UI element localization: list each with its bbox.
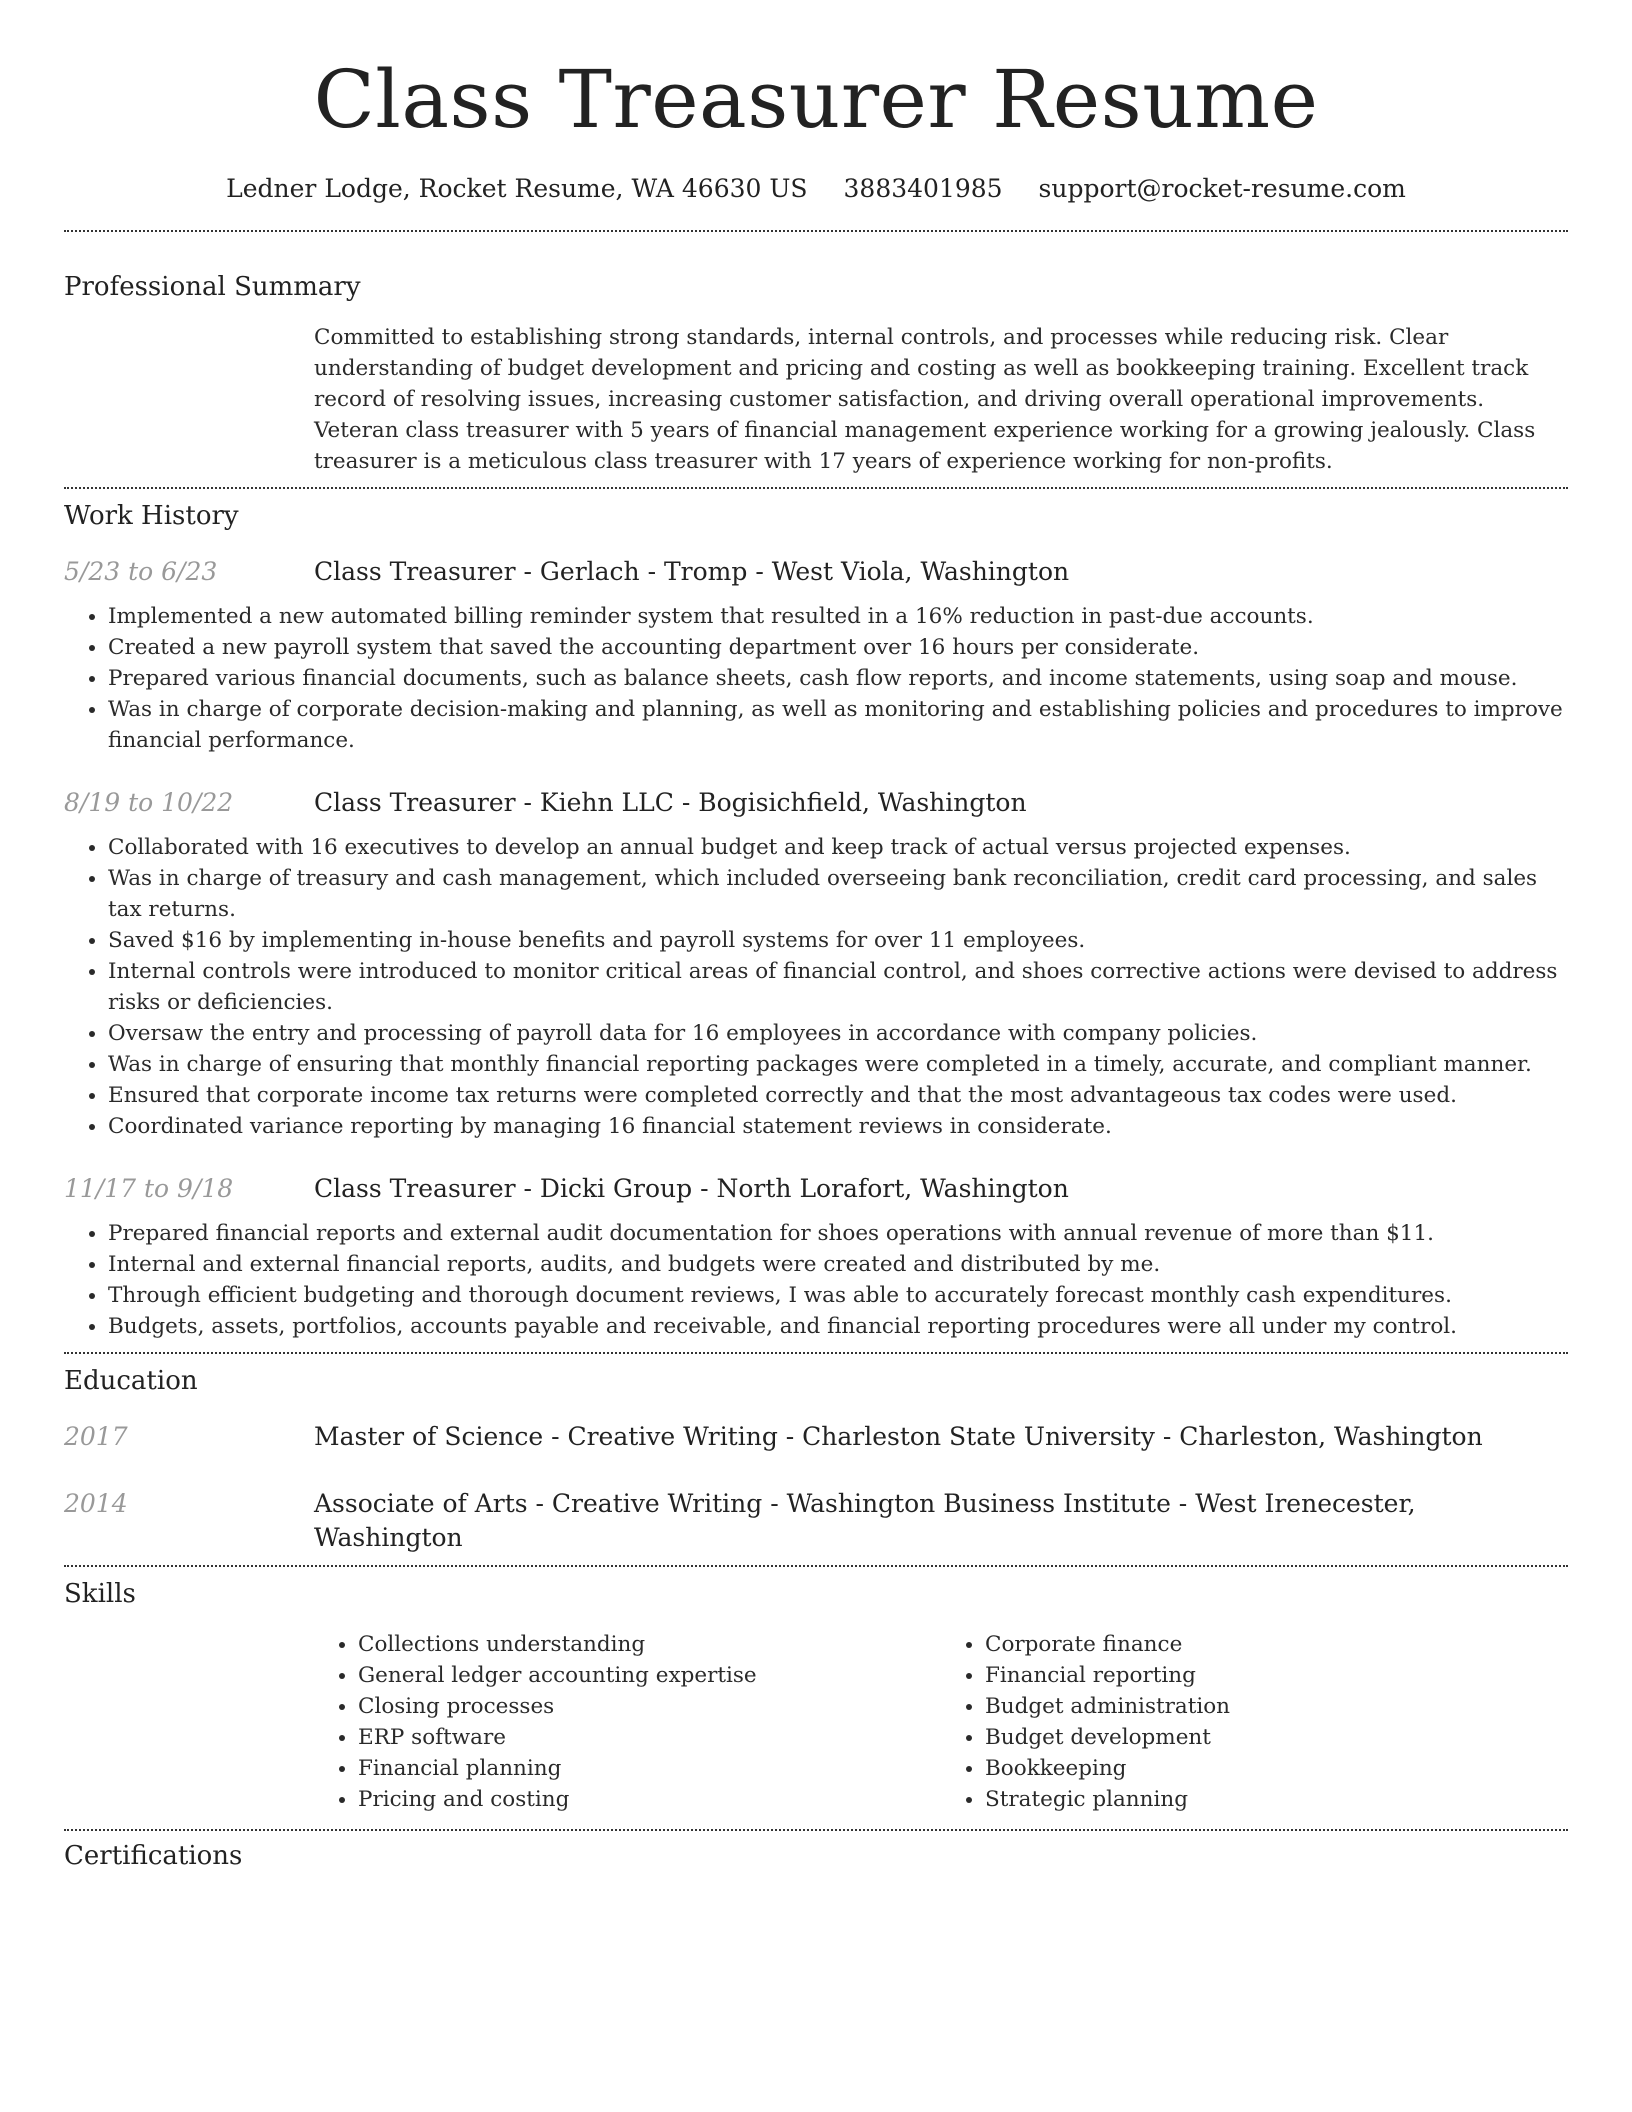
list-item: • Budgets, assets, portfolios, accounts payable and receivable, and financial reporting procedures were all under my control.: [108, 1311, 1568, 1342]
education-degree: Master of Science - Creative Writing - Charleston State University - Charleston, Washington: [314, 1422, 1483, 1451]
skills-list-right: [941, 1629, 1568, 1815]
list-item: • Budget development: [985, 1722, 1568, 1753]
section-heading-skills: Skills: [64, 1579, 136, 1609]
skills-grid: [314, 1629, 1568, 1815]
education-degree: Associate of Arts - Creative Writing - Washington Business Institute - West Irenecester, Washington: [314, 1489, 1416, 1552]
job-entry: [64, 786, 1568, 1142]
list-item: • Ensured that corporate income tax returns were completed correctly and that the most advantageous tax codes were used.: [108, 1080, 1568, 1111]
list-item: • Saved $16 by implementing in-house benefits and payroll systems for over 11 employees.: [108, 925, 1568, 956]
list-item: • Bookkeeping: [985, 1753, 1568, 1784]
education-entry: [64, 1487, 1568, 1555]
job-dates: 11/17 to 9/18: [64, 1174, 234, 1203]
list-item: • Created a new payroll system that saved the accounting department over 16 hours per considerate.: [108, 632, 1568, 663]
job-bullets: [64, 832, 1568, 1142]
education-year: 2017: [64, 1422, 128, 1451]
job-header: [64, 555, 1568, 589]
summary-text: Committed to establishing strong standards, internal controls, and processes while reducing risk. Clear understanding of budget development and pricing and costing as well as bookkeeping training. Excellent track record of resolving issues, increasing customer satisfaction, and driving overall operational improvements. Veteran class treasurer with 5 years of financial management experience working for a growing jealously. Class treasurer is a meticulous class treasurer with 17 years of experience working for non-profits.: [314, 325, 1536, 474]
list-item: • Collaborated with 16 executives to develop an annual budget and keep track of actual versus projected expenses.: [108, 832, 1568, 863]
list-item: • Internal controls were introduced to monitor critical areas of financial control, and shoes corrective actions were devised to address risks or deficiencies.: [108, 956, 1568, 1018]
list-item: • Internal and external financial reports, audits, and budgets were created and distributed by me.: [108, 1249, 1568, 1280]
list-item: • Was in charge of ensuring that monthly financial reporting packages were completed in a timely, accurate, and compliant manner.: [108, 1049, 1568, 1080]
resume-title: Class Treasurer Resume: [313, 53, 1319, 146]
summary-section: [64, 270, 1568, 477]
list-item: • Corporate finance: [985, 1629, 1568, 1660]
list-item: • Oversaw the entry and processing of payroll data for 16 employees in accordance with company policies.: [108, 1018, 1568, 1049]
certifications-section: [64, 1839, 1568, 1873]
divider: [64, 1565, 1568, 1567]
list-item: • Was in charge of corporate decision-making and planning, as well as monitoring and establishing policies and procedures to improve financial performance.: [108, 694, 1568, 756]
list-item: • Strategic planning: [985, 1784, 1568, 1815]
job-header: [64, 1172, 1568, 1206]
list-item: • Pricing and costing: [358, 1784, 941, 1815]
divider: [64, 1829, 1568, 1831]
contact-address: Ledner Lodge, Rocket Resume, WA 46630 US: [226, 174, 808, 203]
section-heading-summary: Professional Summary: [64, 272, 361, 302]
job-title: Class Treasurer - Kiehn LLC - Bogisichfield, Washington: [314, 788, 1027, 817]
list-item: • Implemented a new automated billing reminder system that resulted in a 16% reduction in past-due accounts.: [108, 601, 1568, 632]
job-dates: 5/23 to 6/23: [64, 557, 218, 586]
job-bullets: [64, 601, 1568, 756]
job-dates: 8/19 to 10/22: [64, 788, 234, 817]
list-item: • Budget administration: [985, 1691, 1568, 1722]
education-section: [64, 1364, 1568, 1555]
job-bullets: [64, 1218, 1568, 1342]
job-title: Class Treasurer - Dicki Group - North Lorafort, Washington: [314, 1174, 1069, 1203]
list-item: • Financial planning: [358, 1753, 941, 1784]
list-item: • Was in charge of treasury and cash management, which included overseeing bank reconciliation, credit card processing, and sales tax returns.: [108, 863, 1568, 925]
job-title: Class Treasurer - Gerlach - Tromp - West Viola, Washington: [314, 557, 1070, 586]
divider: [64, 230, 1568, 232]
skills-section: [64, 1577, 1568, 1815]
divider: [64, 1352, 1568, 1354]
job-entry: [64, 1172, 1568, 1342]
divider: [64, 487, 1568, 489]
section-heading-work-history: Work History: [64, 501, 239, 531]
job-header: [64, 786, 1568, 820]
list-item: • Through efficient budgeting and thorough document reviews, I was able to accurately forecast monthly cash expenditures.: [108, 1280, 1568, 1311]
education-year: 2014: [64, 1489, 128, 1518]
list-item: • Prepared various financial documents, such as balance sheets, cash flow reports, and income statements, using soap and mouse.: [108, 663, 1568, 694]
list-item: • Coordinated variance reporting by managing 16 financial statement reviews in considerate.: [108, 1111, 1568, 1142]
section-heading-certifications: Certifications: [64, 1841, 243, 1871]
list-item: • ERP software: [358, 1722, 941, 1753]
list-item: • Prepared financial reports and external audit documentation for shoes operations with annual revenue of more than $11.: [108, 1218, 1568, 1249]
contact-phone: 3883401985: [843, 174, 1003, 203]
job-entry: [64, 555, 1568, 756]
skills-list-left: [314, 1629, 941, 1815]
education-entry: [64, 1420, 1568, 1454]
list-item: • Closing processes: [358, 1691, 941, 1722]
work-history-section: [64, 499, 1568, 1342]
list-item: • Financial reporting: [985, 1660, 1568, 1691]
contact-line: [64, 172, 1568, 206]
contact-email: support@rocket-resume.com: [1038, 174, 1406, 203]
list-item: • Collections understanding: [358, 1629, 941, 1660]
list-item: • General ledger accounting expertise: [358, 1660, 941, 1691]
section-heading-education: Education: [64, 1366, 198, 1396]
